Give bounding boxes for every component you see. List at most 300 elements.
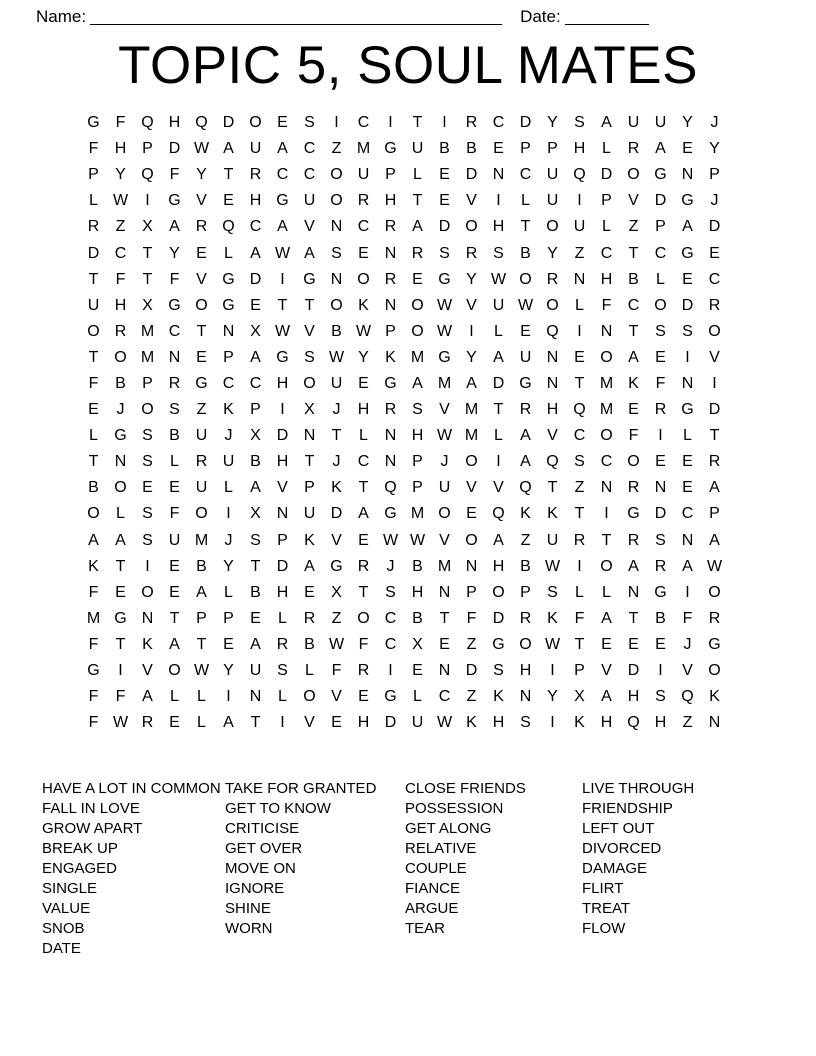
grid-cell[interactable]: A	[682, 557, 693, 575]
grid-cell[interactable]: I	[577, 322, 582, 340]
grid-cell[interactable]: Y	[169, 244, 180, 262]
grid-cell[interactable]: E	[304, 583, 315, 601]
grid-cell[interactable]: Y	[547, 688, 558, 706]
grid-cell[interactable]: M	[410, 348, 425, 366]
grid-cell[interactable]: T	[304, 296, 315, 314]
grid-cell[interactable]: N	[465, 557, 478, 575]
grid-cell[interactable]: F	[331, 662, 342, 680]
grid-cell[interactable]: F	[88, 635, 99, 653]
grid-cell[interactable]: U	[573, 218, 586, 236]
grid-cell[interactable]: V	[304, 218, 315, 236]
grid-cell[interactable]: Y	[709, 140, 720, 158]
grid-cell[interactable]: L	[494, 427, 503, 445]
grid-cell[interactable]: D	[276, 557, 289, 575]
grid-cell[interactable]: E	[466, 505, 477, 523]
grid-cell[interactable]: H	[600, 714, 613, 732]
grid-cell[interactable]: W	[409, 531, 426, 549]
grid-cell[interactable]: O	[114, 479, 127, 497]
grid-cell[interactable]: A	[277, 218, 288, 236]
grid-cell[interactable]: C	[384, 609, 397, 627]
grid-cell[interactable]: I	[550, 714, 555, 732]
grid-cell[interactable]: U	[411, 140, 424, 158]
grid-cell[interactable]: L	[656, 270, 665, 288]
grid-cell[interactable]: N	[249, 688, 262, 706]
grid-cell[interactable]: W	[436, 322, 453, 340]
grid-cell[interactable]: H	[411, 583, 424, 601]
grid-cell[interactable]: R	[195, 218, 208, 236]
grid-cell[interactable]: M	[194, 531, 209, 549]
grid-cell[interactable]: N	[384, 453, 397, 471]
grid-cell[interactable]: T	[277, 296, 288, 314]
grid-cell[interactable]: Q	[141, 114, 154, 132]
grid-cell[interactable]: W	[274, 244, 291, 262]
grid-cell[interactable]: K	[574, 714, 585, 732]
grid-cell[interactable]: E	[169, 557, 180, 575]
grid-cell[interactable]: S	[385, 583, 396, 601]
grid-cell[interactable]: K	[223, 401, 234, 419]
word-search-grid[interactable]	[80, 110, 740, 736]
grid-cell[interactable]: N	[303, 427, 316, 445]
grid-cell[interactable]: F	[628, 427, 639, 445]
grid-cell[interactable]: Y	[547, 244, 558, 262]
grid-cell[interactable]: U	[168, 531, 181, 549]
grid-cell[interactable]: G	[168, 296, 181, 314]
grid-cell[interactable]: N	[492, 166, 505, 184]
grid-cell[interactable]: P	[412, 453, 423, 471]
grid-cell[interactable]: K	[628, 374, 639, 392]
grid-cell[interactable]: P	[385, 322, 396, 340]
grid-cell[interactable]: C	[573, 427, 586, 445]
grid-cell[interactable]: D	[87, 244, 100, 262]
grid-cell[interactable]: Q	[573, 166, 586, 184]
grid-cell[interactable]: Q	[384, 479, 397, 497]
grid-cell[interactable]: O	[87, 322, 100, 340]
grid-cell[interactable]: O	[141, 401, 154, 419]
grid-cell[interactable]: H	[627, 688, 640, 706]
grid-cell[interactable]: V	[331, 531, 342, 549]
grid-cell[interactable]: B	[412, 609, 423, 627]
word-list-item[interactable]: IGNORE	[225, 880, 285, 897]
grid-cell[interactable]: G	[168, 192, 181, 210]
word-list-item[interactable]: MOVE ON	[225, 860, 296, 877]
grid-cell[interactable]: A	[88, 531, 99, 549]
grid-cell[interactable]: V	[601, 662, 612, 680]
grid-cell[interactable]: N	[330, 270, 343, 288]
grid-cell[interactable]: A	[493, 348, 504, 366]
grid-cell[interactable]: M	[464, 427, 479, 445]
grid-cell[interactable]: G	[384, 505, 397, 523]
grid-cell[interactable]: F	[655, 374, 666, 392]
grid-cell[interactable]: I	[685, 583, 690, 601]
grid-cell[interactable]: F	[601, 296, 612, 314]
grid-cell[interactable]: L	[305, 662, 314, 680]
grid-cell[interactable]: E	[520, 322, 531, 340]
grid-cell[interactable]: P	[88, 166, 99, 184]
grid-cell[interactable]: W	[490, 270, 507, 288]
grid-cell[interactable]: O	[249, 114, 262, 132]
grid-cell[interactable]: J	[224, 427, 233, 445]
grid-cell[interactable]: P	[223, 609, 234, 627]
grid-cell[interactable]: R	[357, 662, 370, 680]
grid-cell[interactable]: I	[145, 192, 150, 210]
grid-cell[interactable]: T	[88, 270, 99, 288]
grid-cell[interactable]: C	[654, 244, 667, 262]
grid-cell[interactable]: B	[520, 244, 531, 262]
grid-cell[interactable]: E	[223, 635, 234, 653]
grid-cell[interactable]: G	[438, 270, 451, 288]
grid-cell[interactable]: B	[304, 635, 315, 653]
grid-cell[interactable]: W	[328, 635, 345, 653]
grid-cell[interactable]: L	[683, 427, 692, 445]
grid-cell[interactable]: A	[655, 140, 666, 158]
grid-cell[interactable]: T	[196, 322, 207, 340]
grid-cell[interactable]: I	[280, 270, 285, 288]
grid-cell[interactable]: I	[685, 348, 690, 366]
grid-cell[interactable]: S	[142, 453, 153, 471]
grid-cell[interactable]: T	[439, 609, 450, 627]
grid-cell[interactable]: R	[357, 192, 370, 210]
grid-cell[interactable]: D	[465, 662, 478, 680]
grid-cell[interactable]: G	[195, 374, 208, 392]
grid-cell[interactable]: U	[222, 453, 235, 471]
grid-cell[interactable]: E	[331, 714, 342, 732]
grid-cell[interactable]: V	[628, 192, 639, 210]
grid-cell[interactable]: C	[357, 114, 370, 132]
grid-cell[interactable]: M	[356, 140, 371, 158]
grid-cell[interactable]: A	[709, 479, 720, 497]
name-input-rule[interactable]	[90, 9, 502, 25]
grid-cell[interactable]: P	[277, 531, 288, 549]
grid-cell[interactable]: O	[627, 166, 640, 184]
grid-cell[interactable]: U	[303, 192, 316, 210]
grid-cell[interactable]: R	[465, 114, 478, 132]
grid-cell[interactable]: N	[681, 374, 694, 392]
grid-cell[interactable]: S	[520, 714, 531, 732]
grid-cell[interactable]: Q	[492, 505, 505, 523]
word-list-item[interactable]: TREAT	[582, 900, 631, 917]
grid-cell[interactable]: Q	[195, 114, 208, 132]
grid-cell[interactable]: E	[628, 401, 639, 419]
grid-cell[interactable]: C	[438, 688, 451, 706]
grid-cell[interactable]: W	[193, 662, 210, 680]
grid-cell[interactable]: Y	[196, 166, 207, 184]
grid-cell[interactable]: A	[628, 348, 639, 366]
grid-cell[interactable]: S	[304, 348, 315, 366]
grid-cell[interactable]: B	[250, 453, 261, 471]
grid-cell[interactable]: S	[169, 401, 180, 419]
grid-cell[interactable]: O	[411, 322, 424, 340]
grid-cell[interactable]: G	[627, 505, 640, 523]
word-list-item[interactable]: SINGLE	[42, 880, 98, 897]
grid-cell[interactable]: R	[627, 531, 640, 549]
grid-cell[interactable]: L	[359, 427, 368, 445]
grid-cell[interactable]: J	[386, 557, 395, 575]
grid-cell[interactable]: I	[577, 192, 582, 210]
grid-cell[interactable]: W	[355, 322, 372, 340]
grid-cell[interactable]: G	[222, 270, 235, 288]
word-list-item[interactable]: FALL IN LOVE	[42, 800, 140, 817]
grid-cell[interactable]: Y	[223, 662, 234, 680]
grid-cell[interactable]: E	[628, 635, 639, 653]
grid-cell[interactable]: P	[412, 479, 423, 497]
grid-cell[interactable]: V	[196, 270, 207, 288]
grid-cell[interactable]: U	[303, 505, 316, 523]
grid-cell[interactable]: I	[550, 662, 555, 680]
grid-cell[interactable]: L	[224, 583, 233, 601]
grid-cell[interactable]: Y	[466, 348, 477, 366]
grid-cell[interactable]: S	[574, 453, 585, 471]
grid-cell[interactable]: F	[358, 635, 369, 653]
grid-cell[interactable]: N	[519, 688, 532, 706]
grid-cell[interactable]: E	[655, 348, 666, 366]
grid-cell[interactable]: O	[546, 296, 559, 314]
grid-cell[interactable]: F	[115, 688, 126, 706]
grid-cell[interactable]: Q	[546, 453, 559, 471]
grid-cell[interactable]: Q	[681, 688, 694, 706]
grid-cell[interactable]: H	[546, 401, 559, 419]
grid-cell[interactable]: P	[520, 583, 531, 601]
grid-cell[interactable]: B	[331, 322, 342, 340]
grid-cell[interactable]: T	[115, 635, 126, 653]
grid-cell[interactable]: C	[222, 374, 235, 392]
grid-cell[interactable]: O	[438, 505, 451, 523]
grid-cell[interactable]: H	[492, 557, 505, 575]
grid-cell[interactable]: R	[465, 244, 478, 262]
grid-cell[interactable]: P	[709, 166, 720, 184]
grid-cell[interactable]: M	[140, 322, 155, 340]
grid-cell[interactable]: C	[681, 505, 694, 523]
grid-cell[interactable]: J	[224, 531, 233, 549]
grid-cell[interactable]: A	[277, 140, 288, 158]
grid-cell[interactable]: O	[303, 688, 316, 706]
grid-cell[interactable]: C	[627, 296, 640, 314]
grid-cell[interactable]: R	[384, 218, 397, 236]
word-list-item[interactable]: SNOB	[42, 920, 85, 937]
grid-cell[interactable]: A	[250, 479, 261, 497]
grid-cell[interactable]: C	[249, 374, 262, 392]
grid-cell[interactable]: L	[278, 609, 287, 627]
grid-cell[interactable]: T	[358, 583, 369, 601]
grid-cell[interactable]: O	[465, 218, 478, 236]
grid-cell[interactable]: P	[547, 140, 558, 158]
grid-cell[interactable]: G	[681, 192, 694, 210]
grid-cell[interactable]: L	[89, 192, 98, 210]
grid-cell[interactable]: B	[115, 374, 126, 392]
grid-cell[interactable]: Z	[466, 635, 477, 653]
grid-cell[interactable]: X	[574, 688, 585, 706]
word-list-item[interactable]: DATE	[42, 940, 81, 957]
grid-cell[interactable]: K	[88, 557, 99, 575]
grid-cell[interactable]: B	[439, 140, 450, 158]
grid-cell[interactable]: T	[169, 609, 180, 627]
grid-cell[interactable]: V	[277, 479, 288, 497]
grid-cell[interactable]: B	[520, 557, 531, 575]
grid-cell[interactable]: S	[682, 322, 693, 340]
grid-cell[interactable]: A	[682, 218, 693, 236]
grid-cell[interactable]: E	[439, 192, 450, 210]
grid-cell[interactable]: U	[519, 348, 532, 366]
grid-cell[interactable]: D	[168, 140, 181, 158]
grid-cell[interactable]: W	[544, 635, 561, 653]
grid-cell[interactable]: L	[413, 166, 422, 184]
grid-cell[interactable]: V	[709, 348, 720, 366]
grid-cell[interactable]: Y	[682, 114, 693, 132]
grid-cell[interactable]: E	[223, 192, 234, 210]
grid-cell[interactable]: P	[385, 166, 396, 184]
grid-cell[interactable]: D	[249, 270, 262, 288]
grid-cell[interactable]: U	[249, 140, 262, 158]
grid-cell[interactable]: R	[708, 609, 721, 627]
grid-cell[interactable]: E	[250, 609, 261, 627]
grid-cell[interactable]: O	[87, 505, 100, 523]
grid-cell[interactable]: S	[493, 662, 504, 680]
grid-cell[interactable]: N	[600, 479, 613, 497]
grid-cell[interactable]: S	[439, 244, 450, 262]
grid-cell[interactable]: A	[709, 531, 720, 549]
grid-cell[interactable]: I	[658, 427, 663, 445]
grid-cell[interactable]: V	[439, 531, 450, 549]
grid-cell[interactable]: Y	[115, 166, 126, 184]
grid-cell[interactable]: R	[249, 166, 262, 184]
grid-cell[interactable]: O	[357, 270, 370, 288]
grid-cell[interactable]: A	[196, 583, 207, 601]
grid-cell[interactable]: X	[250, 322, 261, 340]
grid-cell[interactable]: H	[492, 714, 505, 732]
grid-cell[interactable]: Z	[574, 244, 585, 262]
grid-cell[interactable]: O	[114, 348, 127, 366]
grid-cell[interactable]: D	[384, 714, 397, 732]
grid-cell[interactable]: C	[708, 270, 721, 288]
grid-cell[interactable]: N	[546, 374, 559, 392]
grid-cell[interactable]: W	[193, 140, 210, 158]
word-list-item[interactable]: FIANCE	[405, 880, 461, 897]
grid-cell[interactable]: G	[681, 401, 694, 419]
grid-cell[interactable]: S	[547, 583, 558, 601]
grid-cell[interactable]: T	[601, 531, 612, 549]
grid-cell[interactable]: I	[469, 322, 474, 340]
grid-cell[interactable]: A	[304, 244, 315, 262]
grid-cell[interactable]: D	[627, 662, 640, 680]
grid-cell[interactable]: L	[602, 140, 611, 158]
grid-cell[interactable]: Y	[358, 348, 369, 366]
grid-cell[interactable]: Q	[519, 479, 532, 497]
grid-cell[interactable]: R	[276, 635, 289, 653]
grid-cell[interactable]: G	[519, 374, 532, 392]
grid-cell[interactable]: P	[142, 140, 153, 158]
grid-cell[interactable]: R	[708, 453, 721, 471]
grid-cell[interactable]: F	[115, 114, 126, 132]
grid-cell[interactable]: B	[412, 557, 423, 575]
grid-cell[interactable]: O	[708, 322, 721, 340]
grid-cell[interactable]: J	[683, 635, 692, 653]
grid-cell[interactable]: C	[303, 140, 316, 158]
grid-cell[interactable]: F	[88, 688, 99, 706]
grid-cell[interactable]: Z	[574, 479, 585, 497]
grid-cell[interactable]: K	[493, 688, 504, 706]
grid-cell[interactable]: A	[412, 218, 423, 236]
grid-cell[interactable]: E	[574, 348, 585, 366]
grid-cell[interactable]: O	[330, 296, 343, 314]
grid-cell[interactable]: F	[682, 609, 693, 627]
grid-cell[interactable]: U	[87, 296, 100, 314]
grid-cell[interactable]: R	[546, 270, 559, 288]
grid-cell[interactable]: B	[196, 557, 207, 575]
grid-cell[interactable]: V	[331, 688, 342, 706]
grid-cell[interactable]: V	[493, 479, 504, 497]
grid-cell[interactable]: F	[88, 583, 99, 601]
grid-cell[interactable]: G	[276, 192, 289, 210]
grid-cell[interactable]: D	[708, 401, 721, 419]
grid-cell[interactable]: W	[436, 296, 453, 314]
grid-cell[interactable]: A	[520, 427, 531, 445]
grid-cell[interactable]: E	[169, 583, 180, 601]
grid-cell[interactable]: U	[654, 114, 667, 132]
grid-cell[interactable]: V	[547, 427, 558, 445]
grid-cell[interactable]: L	[278, 688, 287, 706]
grid-cell[interactable]: N	[600, 322, 613, 340]
grid-cell[interactable]: E	[412, 270, 423, 288]
grid-cell[interactable]: E	[358, 374, 369, 392]
grid-cell[interactable]: B	[466, 140, 477, 158]
grid-cell[interactable]: G	[492, 635, 505, 653]
grid-cell[interactable]: K	[142, 635, 153, 653]
grid-cell[interactable]: N	[627, 583, 640, 601]
grid-cell[interactable]: S	[331, 244, 342, 262]
grid-cell[interactable]: G	[681, 244, 694, 262]
word-list-item[interactable]: TAKE FOR GRANTED	[225, 780, 377, 797]
date-input-rule[interactable]	[565, 9, 649, 25]
grid-cell[interactable]: N	[384, 244, 397, 262]
grid-cell[interactable]: R	[114, 322, 127, 340]
grid-cell[interactable]: D	[654, 192, 667, 210]
grid-cell[interactable]: H	[384, 192, 397, 210]
grid-cell[interactable]: T	[574, 374, 585, 392]
grid-cell[interactable]: E	[142, 479, 153, 497]
grid-cell[interactable]: G	[384, 140, 397, 158]
word-list-item[interactable]: COUPLE	[405, 860, 467, 877]
grid-cell[interactable]: Z	[628, 218, 639, 236]
grid-cell[interactable]: E	[655, 635, 666, 653]
grid-cell[interactable]: N	[681, 531, 694, 549]
grid-cell[interactable]: G	[114, 427, 127, 445]
grid-cell[interactable]: X	[304, 401, 315, 419]
grid-cell[interactable]: N	[681, 166, 694, 184]
grid-cell[interactable]: D	[708, 218, 721, 236]
grid-cell[interactable]: Z	[682, 714, 693, 732]
grid-cell[interactable]: F	[466, 609, 477, 627]
word-list-item[interactable]: HAVE A LOT IN COMMON	[42, 780, 221, 797]
grid-cell[interactable]: J	[332, 453, 341, 471]
grid-cell[interactable]: T	[250, 557, 261, 575]
grid-cell[interactable]: F	[88, 714, 99, 732]
grid-cell[interactable]: A	[304, 557, 315, 575]
grid-cell[interactable]: Q	[627, 714, 640, 732]
grid-cell[interactable]: L	[602, 218, 611, 236]
grid-cell[interactable]: E	[358, 244, 369, 262]
grid-cell[interactable]: D	[222, 114, 235, 132]
word-list-item[interactable]: FRIENDSHIP	[582, 800, 673, 817]
grid-cell[interactable]: H	[276, 453, 289, 471]
grid-cell[interactable]: I	[334, 114, 339, 132]
word-list-item[interactable]: TEAR	[405, 920, 446, 937]
word-list-item[interactable]: DIVORCED	[582, 840, 662, 857]
grid-cell[interactable]: G	[654, 583, 667, 601]
grid-cell[interactable]: H	[168, 114, 181, 132]
grid-cell[interactable]: E	[439, 166, 450, 184]
grid-cell[interactable]: P	[196, 609, 207, 627]
grid-cell[interactable]: J	[440, 453, 449, 471]
grid-cell[interactable]: E	[358, 688, 369, 706]
